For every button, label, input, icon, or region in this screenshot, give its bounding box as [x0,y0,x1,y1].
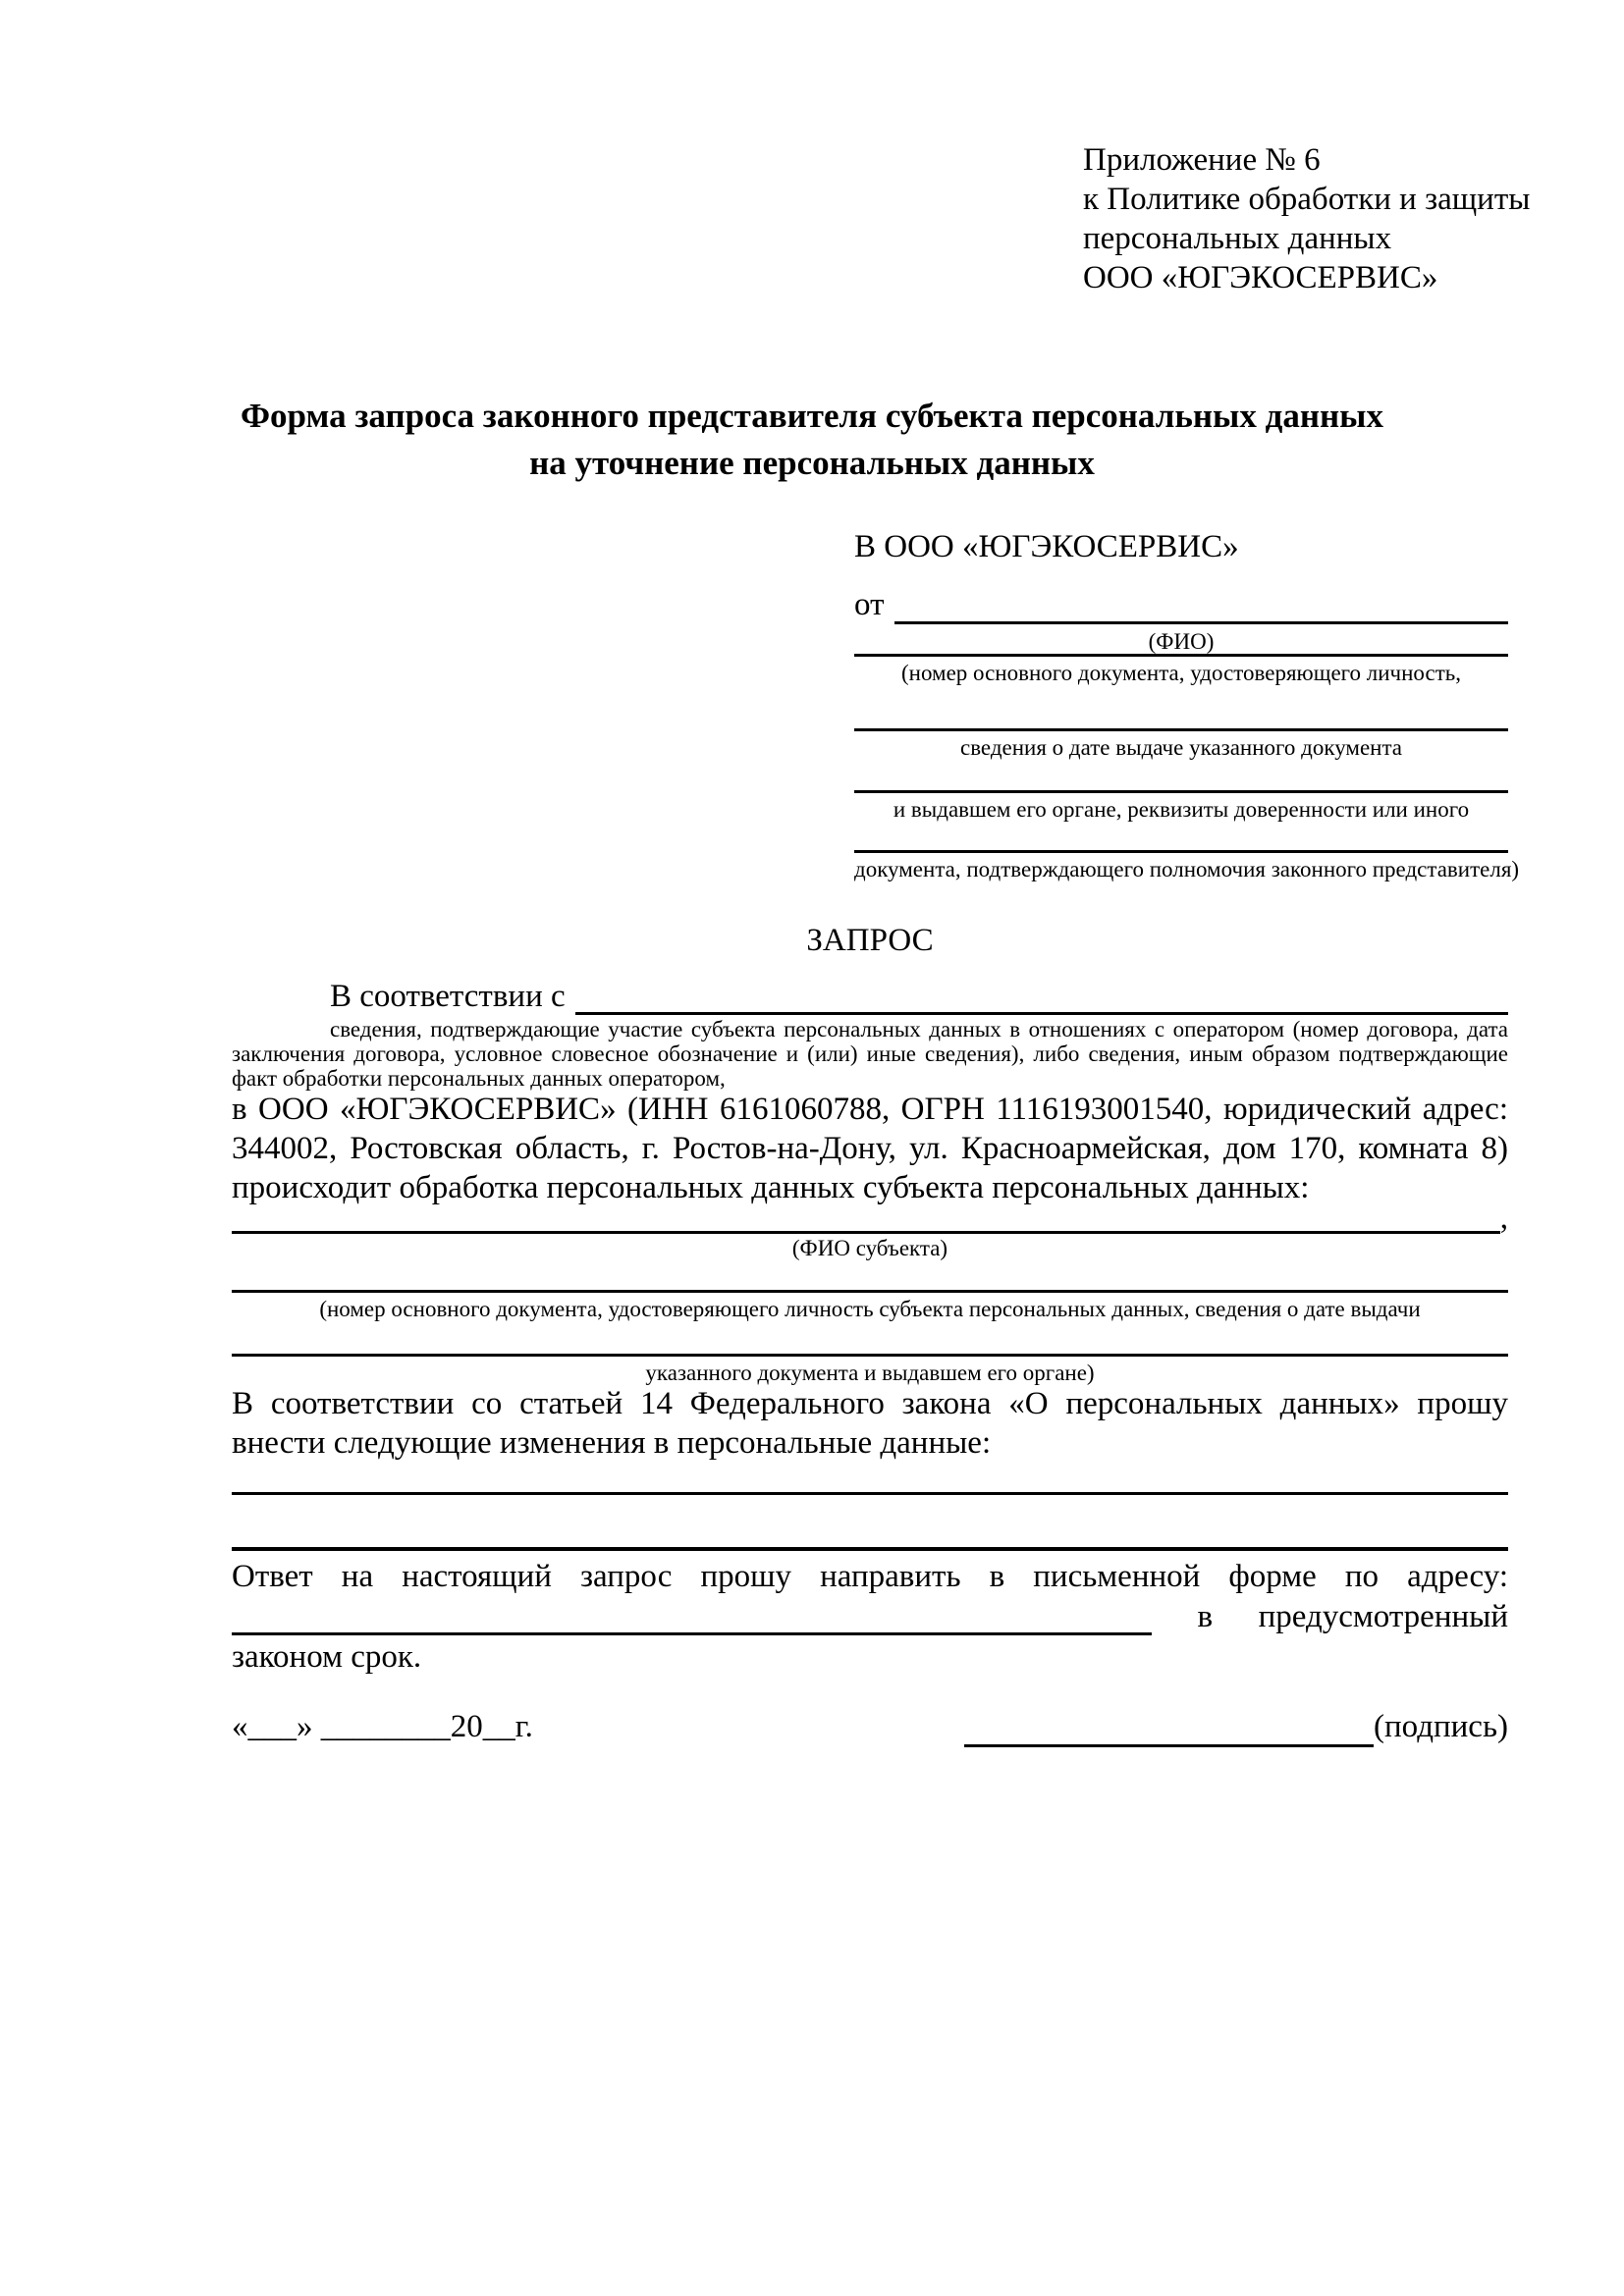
request-heading: ЗАПРОС [806,923,934,958]
law-paragraph: В соответствии со статьей 14 Федерального закона «О персональных данных» прошу внести следующие изменения в персональные данные: [232,1386,1508,1461]
annex-header [1083,140,1530,297]
document-title-line2: на уточнение персональных данных [529,444,1095,482]
answer-address-row [232,1596,1508,1635]
signature-caption: (подпись) [1374,1709,1508,1744]
subject-doc-fill-line-1 [232,1290,1508,1293]
footnote-text: сведения, подтверждающие участие субъекта персональных данных в отношениях с оператором (номер договора, дата заключения договора, условное словесное обозначение и (или) иные сведения), либо сведения, иным образом подтверждающие факт обработки персональных данных оператором, [232,1017,1508,1091]
document-title [174,393,1450,487]
subject-doc-fill-line-2 [232,1354,1508,1357]
annex-header-line: персональных данных [1083,221,1392,256]
subject-doc-caption-1: (номер основного документа, удостоверяющего личность субъекта персональных данных, сведения о дате выдачи [319,1297,1421,1321]
from-label: от [854,587,885,622]
subject-fio-fill-line [232,1201,1500,1234]
issuing-authority-fill-line [854,790,1508,793]
document-title-line1: Форма запроса законного представителя субъекта персональных данных [241,397,1383,435]
annex-header-line: к Политике обработки и защиты [1083,182,1531,217]
from-row [854,581,1508,624]
operator-paragraph: в ООО «ЮГЭКОСЕРВИС» (ИНН 6161060788, ОГРН 1116193001540, юридический адрес: 344002, Ростовская область, г. Ростов-на-Дону, ул. Красноармейская, дом 170, комната 8) происходит обработка персональных данных субъекта персональных данных: [232,1092,1508,1205]
subject-doc-caption-2: указанного документа и выдавшем его органе) [645,1361,1095,1385]
changes-fill-line-1 [232,1492,1508,1495]
changes-fill-line-2 [232,1547,1508,1551]
subject-fio-caption: (ФИО субъекта) [791,1236,948,1260]
representative-authority-caption: документа, подтверждающего полномочия законного представителя) [854,857,1520,881]
addressee-organization: В ООО «ЮГЭКОСЕРВИС» [854,529,1239,564]
accordance-label: В соответствии с [330,979,566,1014]
accordance-row [232,974,1508,1015]
answer-law-term: законом срок. [232,1639,422,1675]
issuing-authority-caption: и выдавшем его органе, реквизиты доверенности или иного [893,797,1470,822]
issue-date-caption: сведения о дате выдаче указанного документа [959,735,1403,760]
date-signature-row [232,1704,1508,1747]
answer-sentence: Ответ на настоящий запрос прошу направить в письменной форме по адресу: [232,1559,1508,1594]
trailing-comma: , [1499,1201,1508,1236]
date-blank-line: «___» ________20__г. [232,1709,533,1744]
subject-fio-row [232,1201,1508,1234]
annex-header-line: Приложение № 6 [1083,142,1321,178]
answer-in-word: в [1197,1599,1214,1634]
signature-group [964,1705,1508,1747]
fio-fill-line [894,582,1509,624]
issue-date-fill-line [854,728,1508,731]
answer-stipulated-word: предусмотренный [1258,1599,1508,1634]
representative-authority-fill-line [854,850,1508,853]
fio-caption: (ФИО) [1148,629,1215,654]
accordance-fill-line [575,975,1508,1015]
doc-number-fill-line [854,654,1508,657]
signature-fill-line [964,1705,1374,1747]
annex-header-line: ООО «ЮГЭКОСЕРВИС» [1083,260,1438,295]
address-fill-line [232,1597,1152,1635]
doc-number-caption: (номер основного документа, удостоверяющего личность, [900,661,1461,685]
